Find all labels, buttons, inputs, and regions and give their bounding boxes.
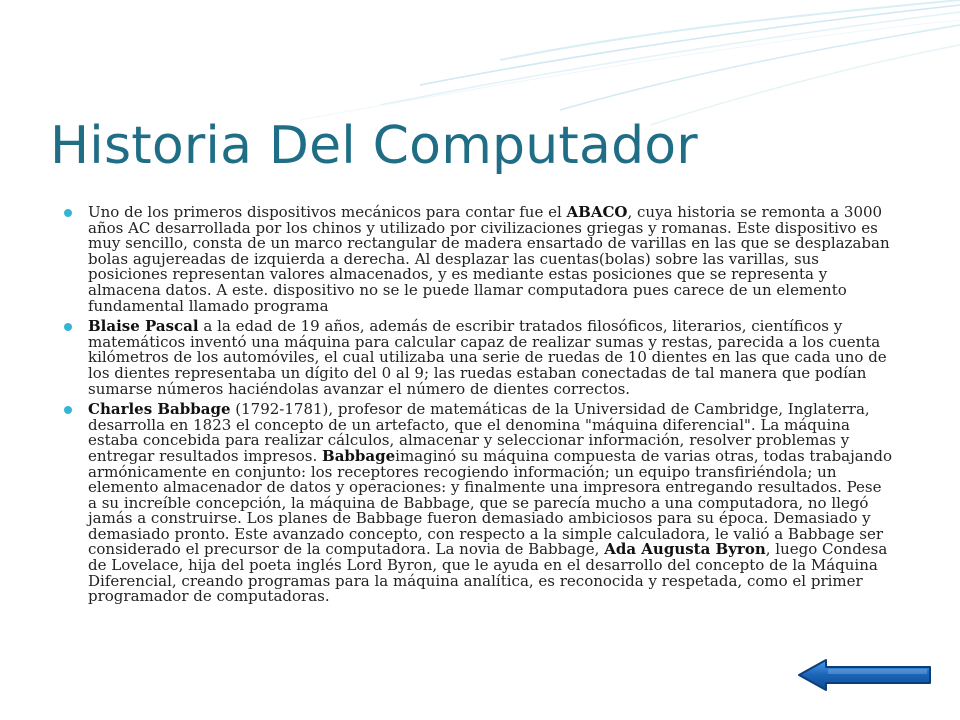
back-arrow-button[interactable] [796,658,934,692]
bullet-text: imaginó su máquina compuesta de varias otras, todas trabajando armónicamente en conjunto: los receptores recogiendo información; un equipo transfiriéndola; un elemento almacenador de datos y operaciones: y finalmente una impresora entregando resultados. Pese a su increíble concepción, la máquina de Babbage, que se parecía mucho a una computadora, no llegó jamás a construirse. Los planes de Babbage fueron demasiado ambiciosos para su época. Demasiado y demasiado pronto. Este avanzado concepto, con respecto a la simple calculadora, le valió a Babbage ser considerado el precursor de la computadora. La novia de Babbage, [88,446,893,559]
bullet-text: a la edad de 19 años, además de escribir tratados filosóficos, literarios, científicos y matemáticos inventó una máquina para calcular capaz de realizar sumas y restas, parecida a los cuenta kilómetros de los automóviles, el cual utilizaba una serie de ruedas de 10 dientes en las que cada uno de los dientes representaba un dígito del 0 al 9; las ruedas estaban conectadas de tal manera que podían sumarse números haciéndolas avanzar el número de dientes correctos. [88,317,887,398]
bullet-text: (1792-1781), profesor de matemáticas de la Universidad de Cambridge, Inglaterra, desarrolla en 1823 el concepto de un artefacto, que el denomina "máquina diferencial". La máquina estaba concebida para realizar cálculos, almacenar y seleccionar información, resolver problemas y entregar resultados impresos. [88,400,870,465]
bullet-dot-icon [64,209,72,217]
bullet-text: , luego Condesa de Lovelace, hija del poeta inglés Lord Byron, que le ayuda en el desarrollo del concepto de la Máquina Diferencial, creando programas para la máquina analítica, es reconocida y respetada, como el primer programador de computadoras. [88,540,888,606]
bold-term: Blaise Pascal [88,317,199,336]
bullet-item-babbage [64,402,892,605]
bullet-dot-icon [64,406,72,414]
bullet-dot-icon [64,323,72,331]
bullet-text: , cuya historia se remonta a 3000 años AC desarrollada por los chinos y utilizado por civilizaciones griegas y romanas. Este dispositivo es muy sencillo, consta de un marco rectangular de madera ensartado de varillas en las que se desplazaban bolas agujereadas de izquierda a derecha. Al desplazar las cuentas(bolas) sobre las varillas, sus posiciones representan valores almacenados, y es mediante estas posiciones que se representa y almacena datos. A este. dispositivo no se le puede llamar computadora pues carece de un elemento fundamental llamado programa [88,203,890,315]
slide-title: Historia Del Computador [50,116,698,176]
bold-term: Charles Babbage [88,400,231,419]
bold-term: Babbage [322,446,396,465]
bullet-item-abaco [64,205,892,314]
bullet-text: Uno de los primeros dispositivos mecánicos para contar fue el [88,203,567,221]
bullet-list [64,205,892,610]
bullet-item-pascal [64,319,892,397]
left-arrow-icon [799,660,930,690]
bold-term: ABACO [566,203,628,221]
bold-term: Ada Augusta Byron [604,540,766,559]
